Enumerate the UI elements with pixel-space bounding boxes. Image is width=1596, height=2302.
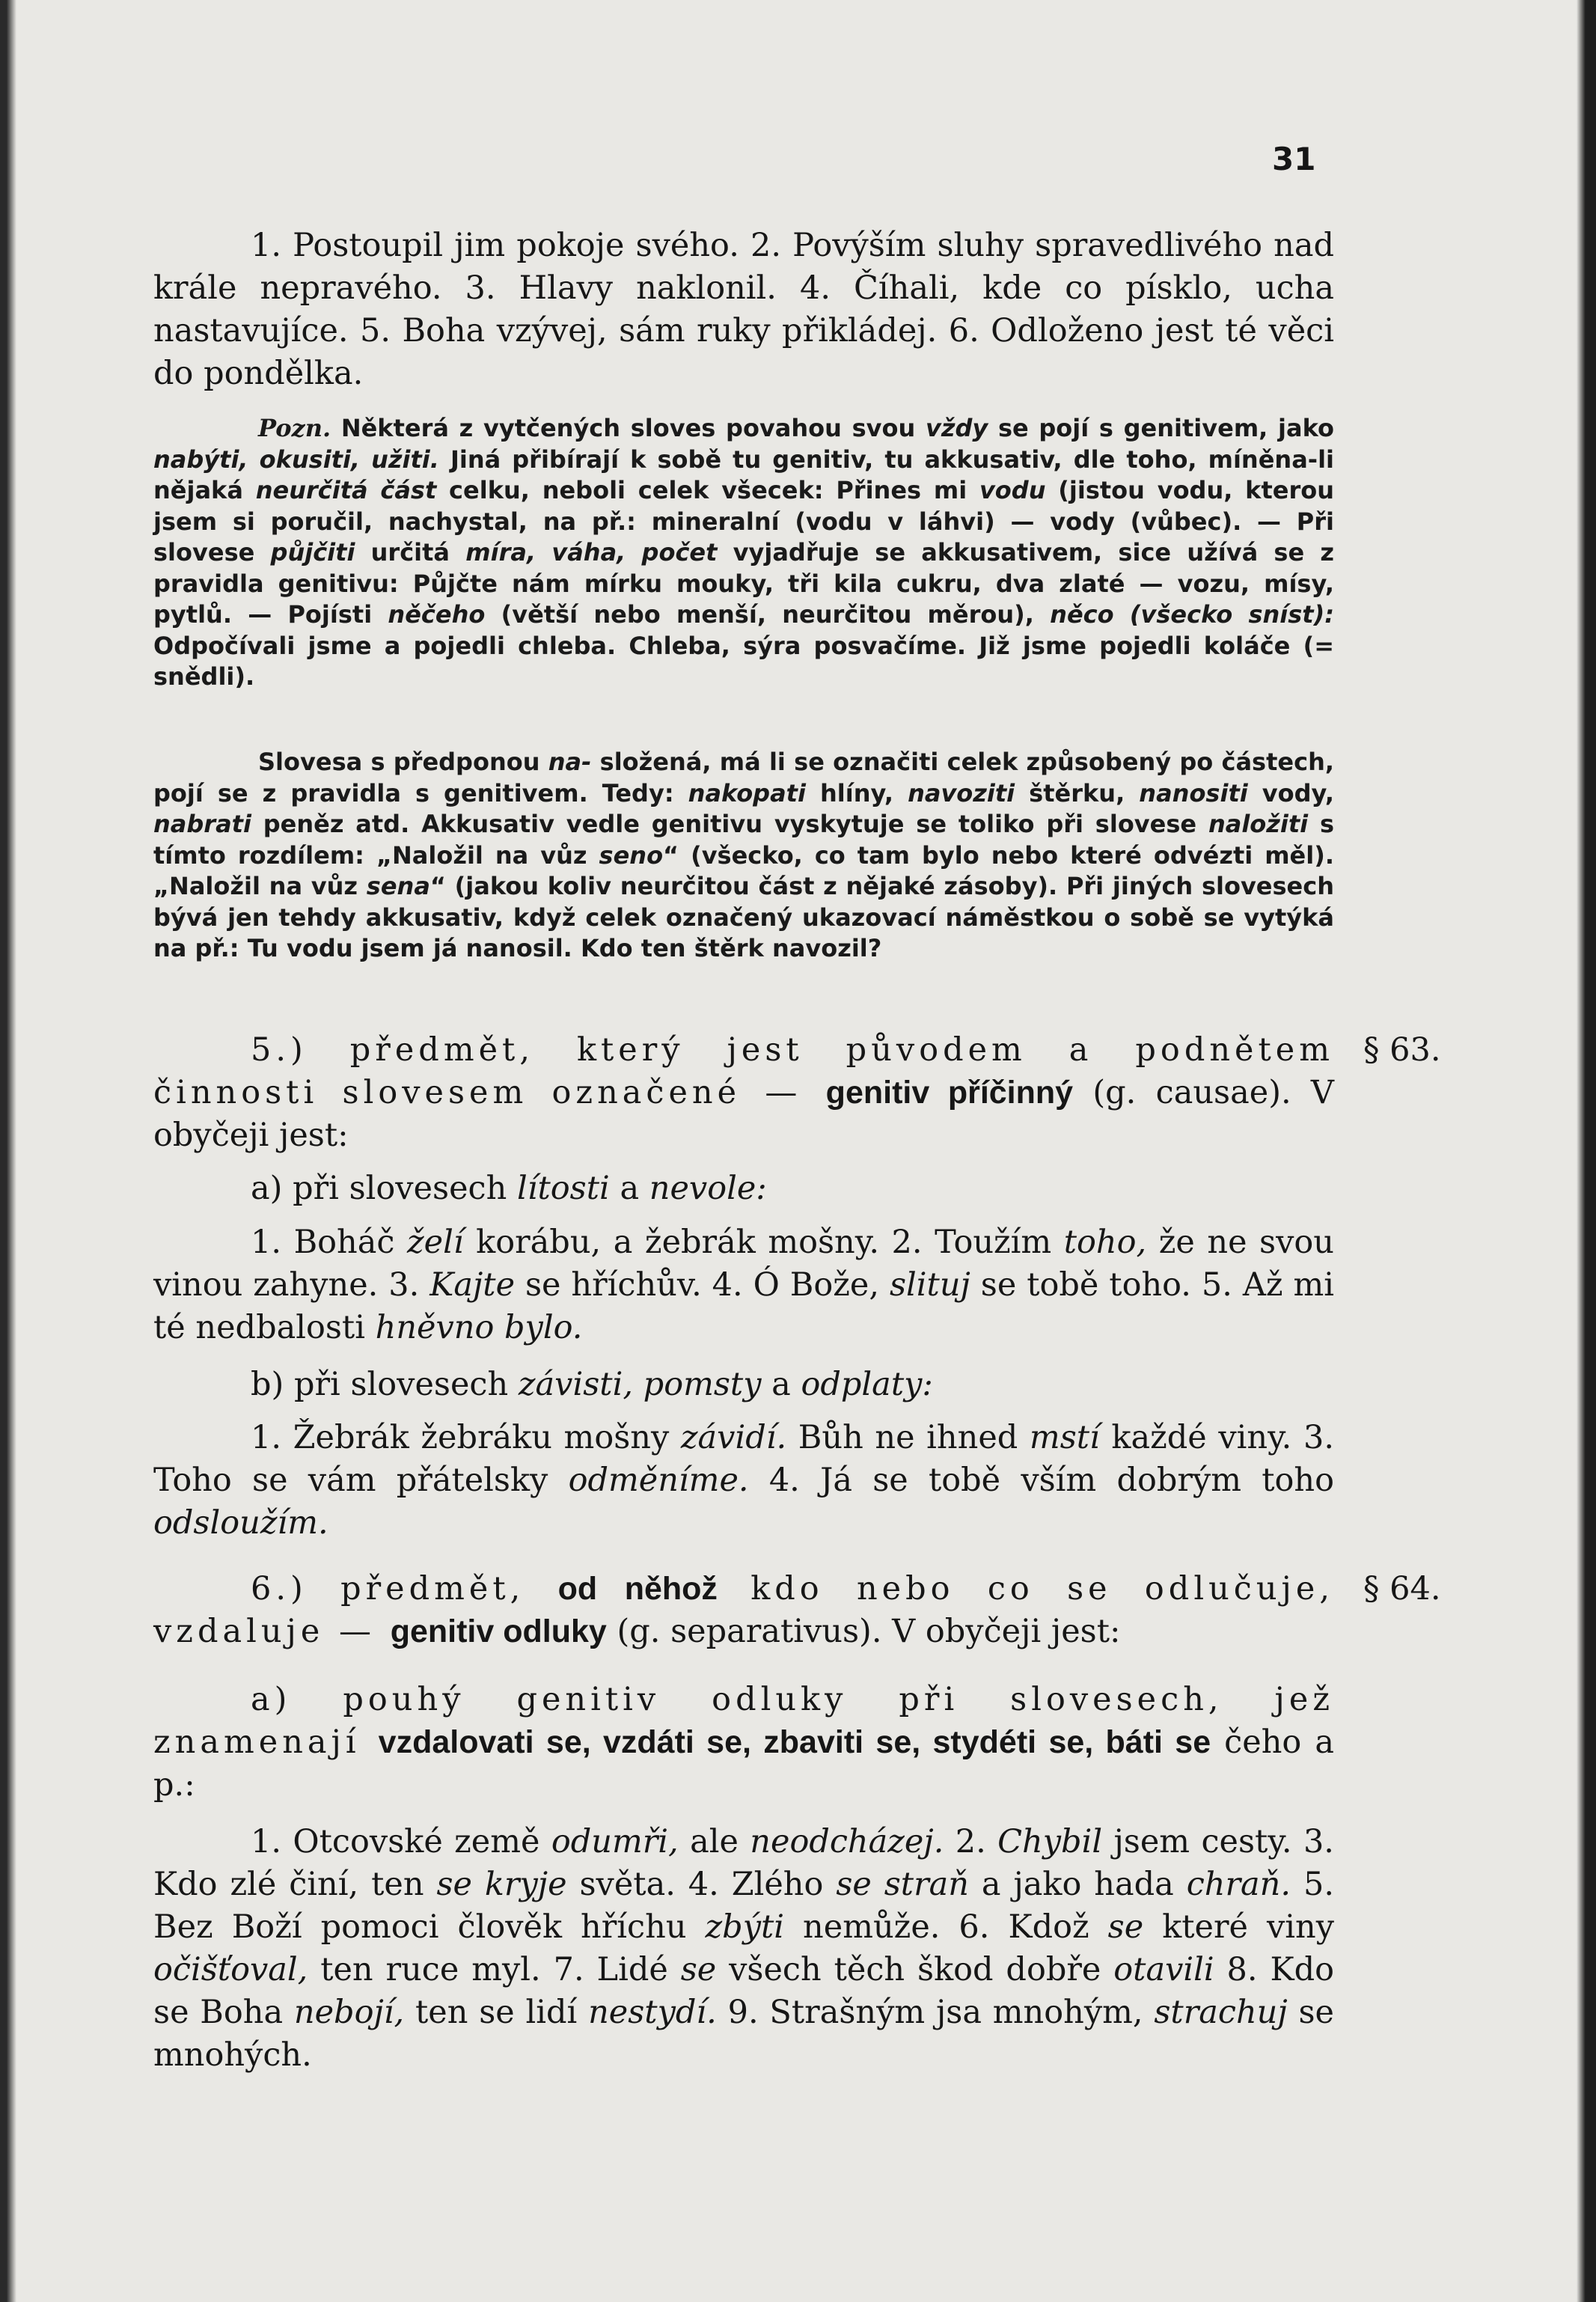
- section-63-a-examples: 1. Boháč želí korábu, a žebrák mošny. 2. Toužím toho, že ne svou vinou zahyne. 3. Kajte se hříchův. 4. Ó Bože, slituj se tobě toho. 5. Až mi té nedbalosti hněvno bylo.: [153, 1224, 1334, 1346]
- section-mark-64: § 64.: [1363, 1570, 1441, 1608]
- note-paragraph-2: Slovesa s předponou na- složená, má li se označiti celek způsobený po částech, pojí se z pravidla s genitivem. Tedy: nakopati hlíny, navoziti štěrku, nanositi vody, nabrati peněz atd. Akkusativ vedle genitivu vyskytuje se toliko při slovese naložiti s tímto rozdílem: „Naložil na vůz seno“ (všecko, co tam bylo nebo které odvézti měl). „Naložil na vůz sena“ (jakou koliv neurčitou část z nějaké zásoby). Při jiných slovesech bývá jen tehdy akkusativ, když celek označený ukazovací náměstkou o sobě se vytýká na př.: Tu vodu jsem já nanosil. Kdo ten štěrk navozil?: [153, 748, 1335, 962]
- section-63-heading: 5.) předmět, který jest původem a podnětem činnosti slovesem označené — genitiv příčinný (g. causae). V obyčeji jest:: [153, 1031, 1334, 1154]
- section-mark-63: § 63.: [1363, 1031, 1441, 1069]
- section-64-heading: 6.) předmět, od něhož kdo nebo co se odlučuje, vzdaluje — genitiv odluky (g. separativus). V obyčeji jest:: [153, 1570, 1334, 1650]
- example-paragraph-1: 1. Postoupil jim pokoje svého. 2. Povýším sluhy spravedlivého nad krále nepravého. 3. Hlavy naklonil. 4. Číhali, kde co písklo, ucha nastavujíce. 5. Boha vzývej, sám ruky přikládej. 6. Odloženo jest té věci do pondělka.: [153, 227, 1334, 392]
- section-63-b-label: b) při slovesech závisti, pomsty a odplaty:: [251, 1366, 933, 1403]
- section-63-b-examples: 1. Žebrák žebráku mošny závidí. Bůh ne ihned mstí každé viny. 3. Toho se vám přátelsky odměníme. 4. Já se tobě vším dobrým toho odsloužím.: [153, 1419, 1334, 1542]
- scan-edge-left: [0, 0, 16, 2302]
- page-number: 31: [1272, 141, 1316, 177]
- note-label: Pozn.: [258, 414, 331, 442]
- section-63-a-label: a) při slovesech lítosti a nevole:: [251, 1170, 767, 1207]
- scan-edge-right: [1577, 0, 1596, 2302]
- section-64-examples: 1. Otcovské země odumři, ale neodcházej. 2. Chybil jsem cesty. 3. Kdo zlé činí, ten se kryje světa. 4. Zlého se straň a jako hada chraň. 5. Bez Boží pomoci člověk hříchu zbýti nemůže. 6. Kdož se které viny očišťoval, ten ruce myl. 7. Lidé se všech těch škod dobře otavili 8. Kdo se Boha nebojí, ten se lidí nestydí. 9. Strašným jsa mnohým, strachuj se mnohých.: [153, 1823, 1335, 2074]
- section-64-a: a) pouhý genitiv odluky při slovesech, jež znamenají vzdalovati se, vzdáti se, zbaviti se, stydéti se, báti se čeho a p.:: [153, 1681, 1334, 1804]
- note-paragraph-1: Pozn. Některá z vytčených sloves povahou svou vždy se pojí s genitivem, jako nabýti, okusiti, užiti. Jiná přibírají k sobě tu genitiv, tu akkusativ, dle toho, míněna-li nějaká neurčitá část celku, neboli celek všecek: Přines mi vodu (jistou vodu, kterou jsem si poručil, nachystal, na př.: mineralní (vodu v láhvi) — vody (vůbec). — Při slovese půjčiti určitá míra, váha, počet vyjadřuje se akkusativem, sice užívá se z pravidla genitivu: Půjčte nám mírku mouky, tři kila cukru, dva zlaté — vozu, mísy, pytlů. — Pojísti něčeho (větší nebo menší, neurčitou měrou), něco (všecko sníst): Odpočívali jsme a pojedli chleba. Chleba, sýra posvačíme. Již jsme pojedli koláče (= snědli).: [153, 414, 1335, 691]
